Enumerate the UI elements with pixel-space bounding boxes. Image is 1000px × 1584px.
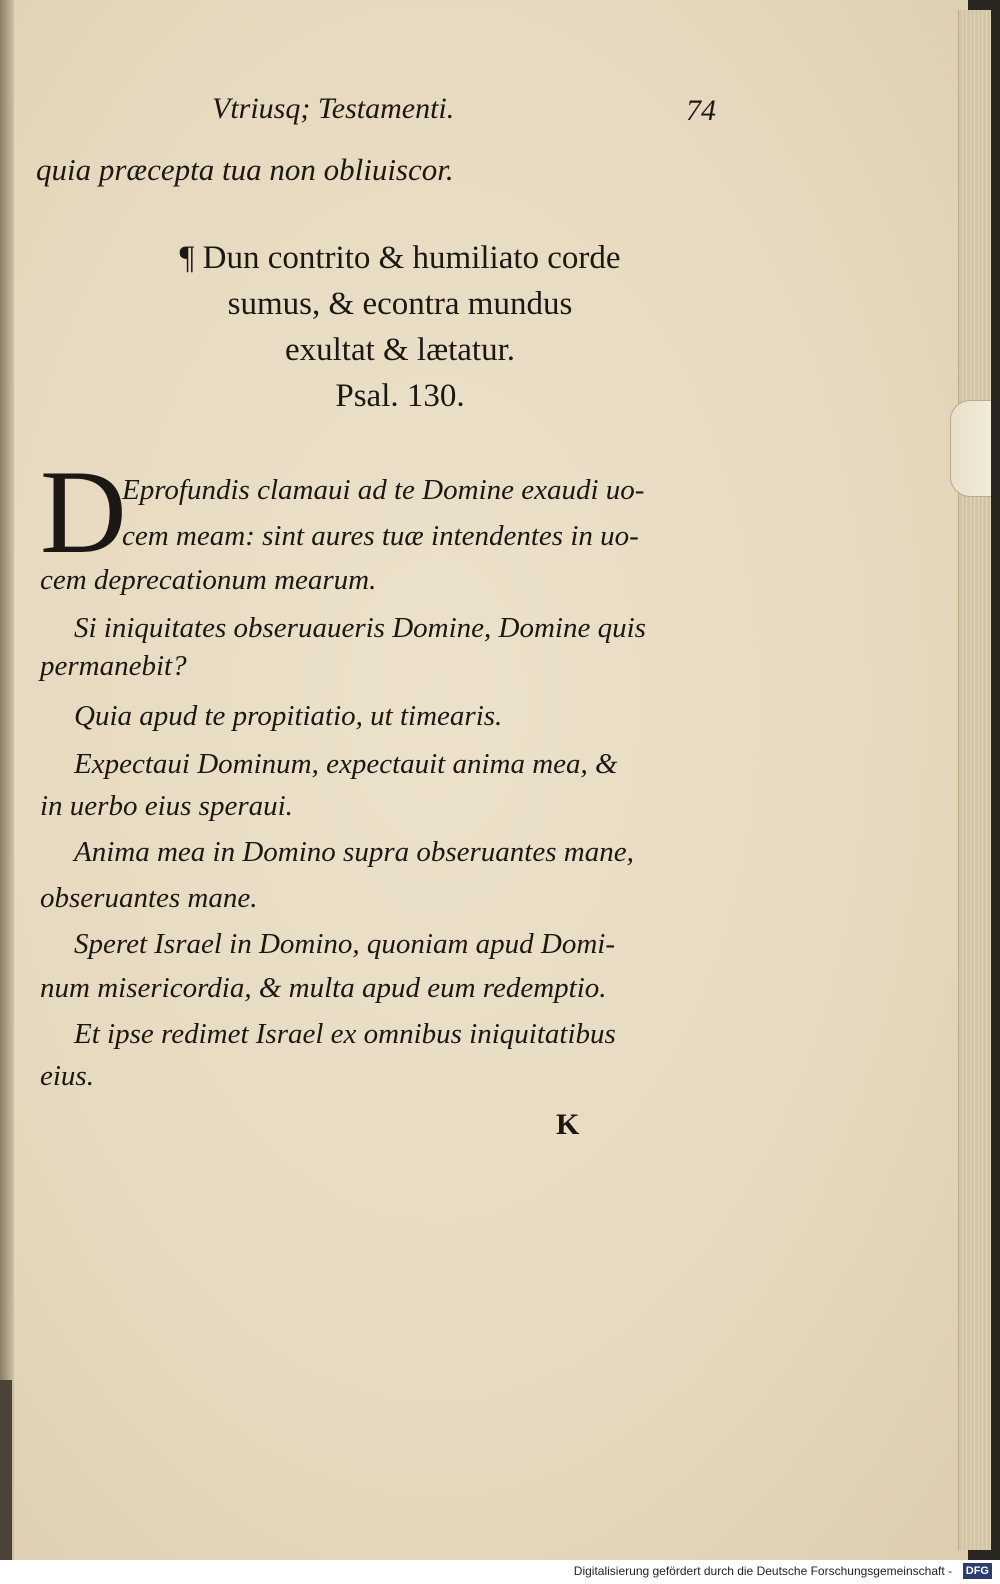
psalm-line: Et ipse redimet Israel ex omnibus iniquitatibus — [74, 1018, 616, 1050]
folio-number: 74 — [686, 94, 716, 127]
psalm-reference: Psal. 130. — [335, 378, 465, 414]
carryover-line: quia præcepta tua non obliuiscor. — [36, 152, 454, 187]
section-heading-line-1: ¶ Dun contrito & humiliato corde — [179, 240, 621, 276]
psalm-line: cem deprecationum mearum. — [40, 564, 377, 596]
digitization-footer — [0, 1560, 1000, 1584]
psalm-line: Expectaui Dominum, expectauit anima mea, & — [74, 748, 618, 780]
psalm-line: Si iniquitates obseruaueris Domine, Domine quis — [74, 612, 646, 644]
dfg-logo: DFG — [963, 1563, 992, 1579]
running-head: Vtriusq; Testamenti. — [212, 92, 455, 125]
psalm-line: Anima mea in Domino supra obseruantes mane, — [74, 836, 634, 868]
page-tab — [950, 400, 991, 497]
psalm-line: num misericordia, & multa apud eum redemptio. — [40, 972, 607, 1004]
psalm-line: eius. — [40, 1060, 94, 1092]
psalm-line: Speret Israel in Domino, quoniam apud Domi- — [74, 928, 616, 960]
binding-edge — [0, 1380, 12, 1560]
signature-mark: K — [556, 1108, 580, 1141]
psalm-line: Eprofundis clamaui ad te Domine exaudi uo- — [122, 474, 645, 506]
psalm-line: cem meam: sint aures tuæ intendentes in uo- — [122, 520, 639, 552]
section-heading-line-2: sumus, & econtra mundus — [227, 286, 573, 322]
footer-credit: Digitalisierung gefördert durch die Deutsche Forschungsgemeinschaft - — [573, 1564, 952, 1578]
psalm-line: permanebit? — [40, 650, 187, 682]
page-edges — [958, 10, 991, 1550]
psalm-line: Quia apud te propitiatio, ut timearis. — [74, 700, 503, 732]
psalm-line: obseruantes mane. — [40, 882, 258, 914]
gutter-shadow — [0, 0, 14, 1560]
section-heading-line-3: exultat & lætatur. — [284, 332, 516, 368]
psalm-line: in uerbo eius speraui. — [40, 790, 293, 822]
drop-cap: D — [40, 445, 127, 578]
